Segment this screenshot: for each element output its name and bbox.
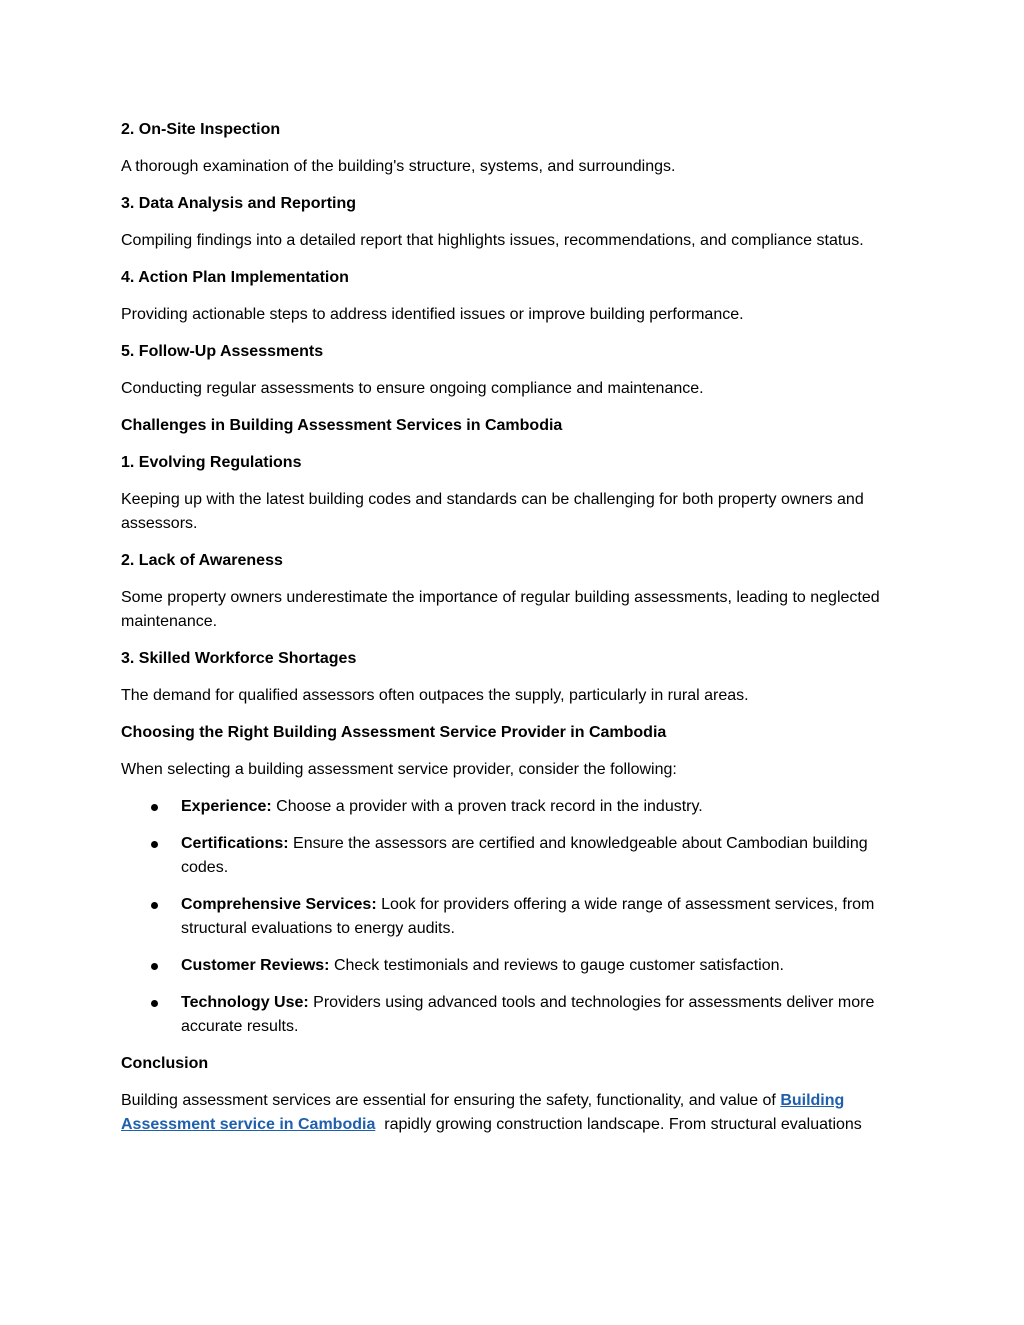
document-page xyxy=(121,118,911,1150)
section-heading: 5. Follow-Up Assessments xyxy=(121,343,324,360)
list-item-term: Customer Reviews: xyxy=(181,957,330,974)
list-item xyxy=(121,893,911,941)
bullet-icon xyxy=(151,841,158,848)
section-heading: Challenges in Building Assessment Services in Cambodia xyxy=(121,417,563,434)
bullet-icon xyxy=(151,963,158,970)
section-paragraph: Some property owners underestimate the importance of regular building assessments, leading to neglected maintenance. xyxy=(121,589,880,630)
building-assessment-link[interactable]: Building Assessment service in Cambodia xyxy=(121,1092,845,1133)
section-paragraph: Keeping up with the latest building codes and standards can be challenging for both property owners and assessors. xyxy=(121,491,864,532)
bullet-icon xyxy=(151,1000,158,1007)
list-item-term: Technology Use: xyxy=(181,994,309,1011)
section-heading: 4. Action Plan Implementation xyxy=(121,269,349,286)
section-paragraph: The demand for qualified assessors often outpaces the supply, particularly in rural areas. xyxy=(121,687,749,704)
conclusion-text-before: Building assessment services are essential for ensuring the safety, functionality, and value of xyxy=(121,1092,781,1109)
list-item-term: Experience: xyxy=(181,798,272,815)
list-item-term: Comprehensive Services: xyxy=(181,896,377,913)
list-item-text: Look for providers offering a wide range of assessment services, from structural evaluations to energy audits. xyxy=(181,896,875,937)
conclusion-heading: Conclusion xyxy=(121,1055,209,1072)
document-body xyxy=(121,118,911,782)
list-item-text: Ensure the assessors are certified and knowledgeable about Cambodian building codes. xyxy=(181,835,868,876)
section-paragraph: When selecting a building assessment service provider, consider the following: xyxy=(121,761,677,778)
list-item xyxy=(121,832,911,880)
bullet-icon xyxy=(151,804,158,811)
section-heading: 1. Evolving Regulations xyxy=(121,454,302,471)
section-heading: Choosing the Right Building Assessment Service Provider in Cambodia xyxy=(121,724,667,741)
list-item-text: Choose a provider with a proven track record in the industry. xyxy=(271,798,703,815)
list-item xyxy=(121,954,911,978)
bullet-icon xyxy=(151,902,158,909)
list-item xyxy=(121,795,911,819)
section-heading: 2. On-Site Inspection xyxy=(121,121,281,138)
section-paragraph: Conducting regular assessments to ensure ongoing compliance and maintenance. xyxy=(121,380,704,397)
list-item xyxy=(121,991,911,1039)
list-item-text: Check testimonials and reviews to gauge customer satisfaction. xyxy=(329,957,784,974)
conclusion-text-after: rapidly growing construction landscape. From structural evaluations xyxy=(375,1116,862,1133)
section-heading: 2. Lack of Awareness xyxy=(121,552,283,569)
section-paragraph: Providing actionable steps to address identified issues or improve building performance. xyxy=(121,306,744,323)
section-paragraph: Compiling findings into a detailed report that highlights issues, recommendations, and compliance status. xyxy=(121,232,864,249)
list-item-text: Providers using advanced tools and technologies for assessments deliver more accurate results. xyxy=(181,994,875,1035)
provider-criteria-list xyxy=(121,795,911,1039)
list-item-term: Certifications: xyxy=(181,835,289,852)
conclusion-paragraph xyxy=(121,1089,911,1137)
section-heading: 3. Data Analysis and Reporting xyxy=(121,195,357,212)
section-heading: 3. Skilled Workforce Shortages xyxy=(121,650,357,667)
section-paragraph: A thorough examination of the building's structure, systems, and surroundings. xyxy=(121,158,676,175)
